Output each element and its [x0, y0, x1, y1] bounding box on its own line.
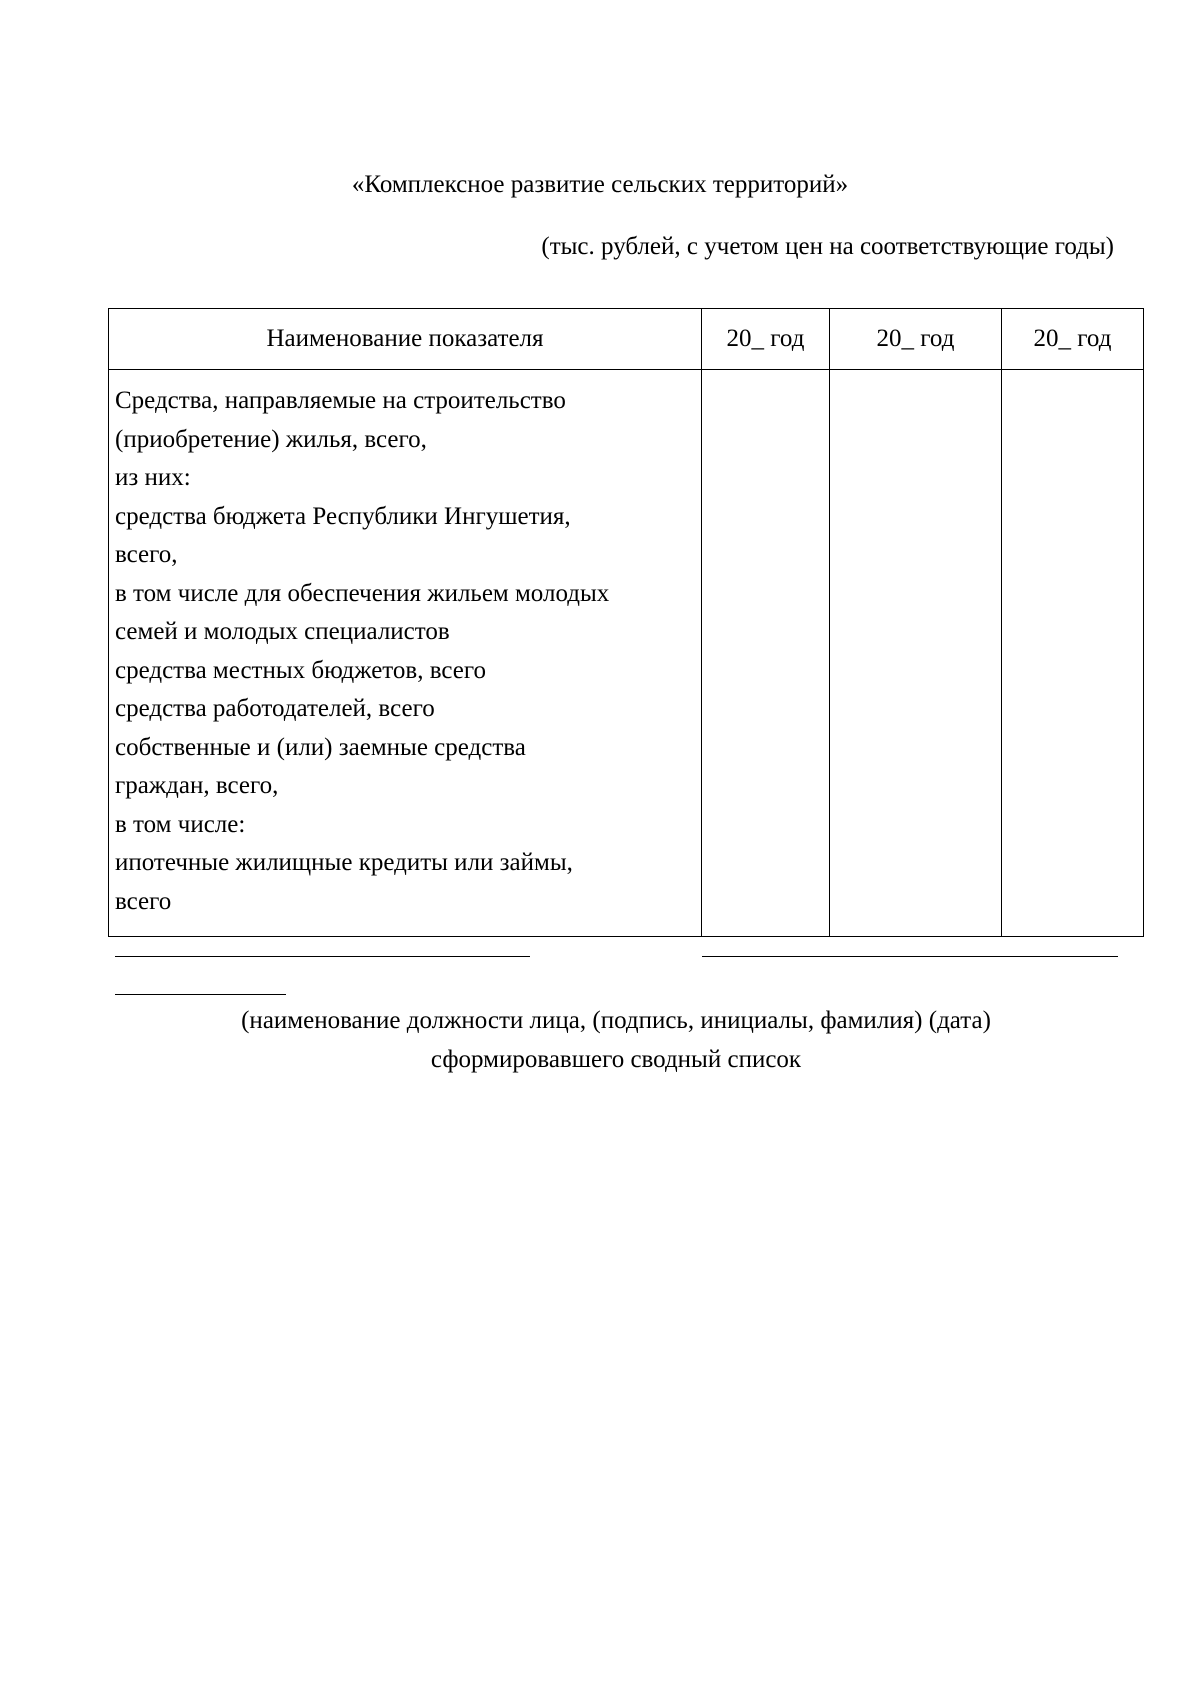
header-year-3: 20_ год: [1002, 309, 1144, 370]
indicator-line: всего: [115, 887, 172, 915]
signature-caption-continued: сформировавшего сводный список: [430, 1046, 802, 1073]
indicator-line: семей и молодых специалистов: [115, 618, 450, 645]
indicator-line: Средства, направляемые на строительство: [115, 387, 566, 414]
table-row: [109, 370, 1144, 937]
header-year-1: 20_ год: [702, 309, 830, 370]
signature-name-line: [702, 956, 1118, 957]
units-note: (тыс. рублей, с учетом цен на соответствующие годы): [541, 233, 1114, 260]
table-header-row: [109, 309, 1144, 370]
indicator-line: средства местных бюджетов, всего: [115, 656, 486, 684]
date-line: [115, 994, 286, 995]
indicator-line: ипотечные жилищные кредиты или займы,: [115, 849, 573, 876]
indicators-table: [108, 308, 1144, 937]
indicator-line: средства бюджета Республики Ингушетия,: [115, 502, 571, 530]
indicator-line: (приобретение) жилья, всего,: [115, 425, 427, 453]
indicator-cell: [109, 370, 702, 937]
indicator-line: граждан, всего,: [115, 772, 279, 799]
year-2-value-cell: [830, 370, 1002, 937]
indicator-line: в том числе:: [115, 810, 246, 838]
header-year-2: 20_ год: [830, 309, 1002, 370]
signature-caption: (наименование должности лица, (подпись, инициалы, фамилия) (дата): [241, 1007, 991, 1034]
year-3-value-cell: [1002, 370, 1144, 937]
position-signature-line: [115, 956, 530, 957]
year-1-value-cell: [702, 370, 830, 937]
document-title: «Комплексное развитие сельских территорий»: [351, 171, 849, 198]
indicator-line: собственные и (или) заемные средства: [115, 733, 526, 761]
indicator-line: из них:: [115, 464, 191, 491]
indicator-line: в том числе для обеспечения жильем молодых: [115, 579, 610, 607]
indicator-line: всего,: [115, 541, 178, 568]
indicator-line: средства работодателей, всего: [115, 695, 435, 722]
header-indicator-name: Наименование показателя: [109, 309, 702, 370]
